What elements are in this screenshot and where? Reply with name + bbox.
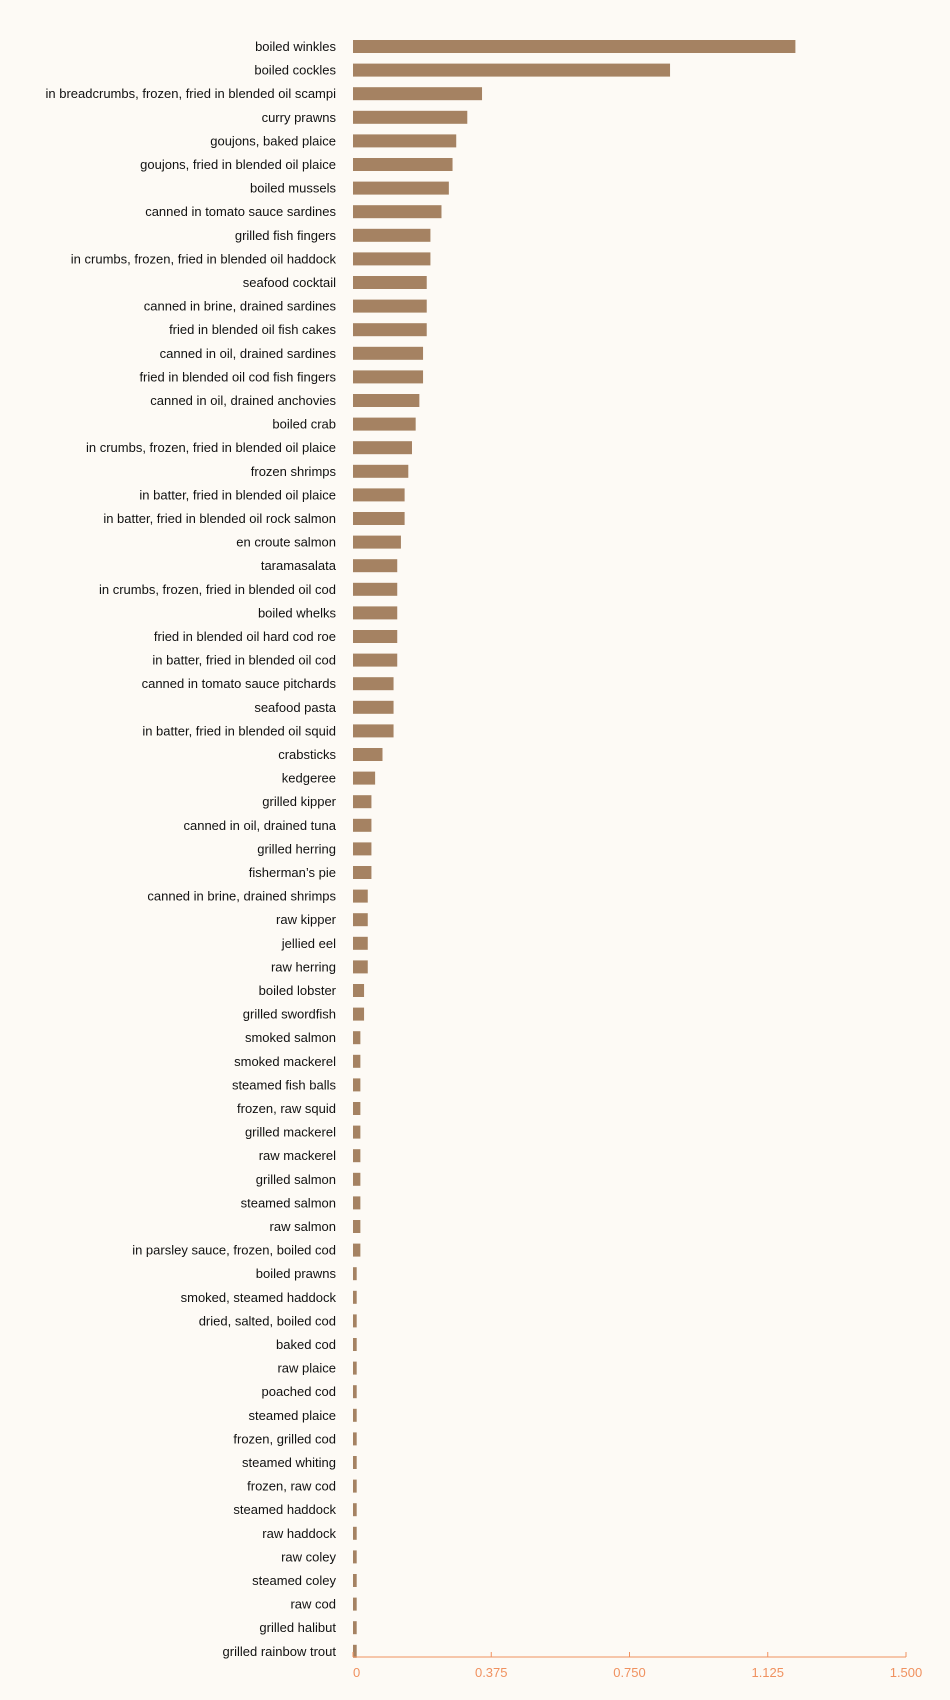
bar-66 xyxy=(353,1598,357,1611)
bar-17 xyxy=(353,441,412,454)
bar-54 xyxy=(353,1314,357,1327)
category-label-8: grilled fish fingers xyxy=(234,227,336,243)
category-label-12: fried in blended oil fish cakes xyxy=(169,322,336,338)
category-label-16: boiled crab xyxy=(272,416,336,432)
category-label-54: dried, salted, boiled cod xyxy=(198,1313,336,1329)
bar-18 xyxy=(353,465,408,478)
bar-14 xyxy=(353,370,423,383)
bar-28 xyxy=(353,701,394,714)
bar-49 xyxy=(353,1196,360,1209)
bar-15 xyxy=(353,394,419,407)
bar-39 xyxy=(353,960,368,973)
bar-57 xyxy=(353,1385,357,1398)
bar-56 xyxy=(353,1362,357,1375)
category-label-65: steamed coley xyxy=(252,1573,336,1588)
category-label-28: seafood pasta xyxy=(254,699,336,715)
bar-10 xyxy=(353,276,427,289)
bar-0 xyxy=(353,40,795,53)
category-label-14: fried in blended oil cod fish fingers xyxy=(139,369,336,385)
category-label-17: in crumbs, frozen, fried in blended oil plaice xyxy=(85,440,336,456)
x-tick-label-4: 1.500 xyxy=(889,1665,923,1680)
category-label-24: boiled whelks xyxy=(257,605,336,621)
category-label-23: in crumbs, frozen, fried in blended oil cod xyxy=(98,581,336,597)
bar-1 xyxy=(353,64,670,77)
bar-68 xyxy=(353,1645,357,1658)
bar-8 xyxy=(353,229,430,242)
category-label-35: fisherman’s pie xyxy=(248,865,336,880)
bar-64 xyxy=(353,1550,357,1563)
category-label-33: canned in oil, drained tuna xyxy=(183,817,336,833)
category-label-59: frozen, grilled cod xyxy=(233,1431,336,1447)
category-label-68: grilled rainbow trout xyxy=(222,1643,336,1659)
bar-52 xyxy=(353,1267,357,1280)
category-label-61: frozen, raw cod xyxy=(247,1478,336,1494)
category-label-49: steamed salmon xyxy=(240,1195,336,1211)
category-label-6: boiled mussels xyxy=(250,180,336,196)
bar-60 xyxy=(353,1456,357,1469)
bar-33 xyxy=(353,819,371,832)
bar-40 xyxy=(353,984,364,997)
bar-5 xyxy=(353,158,453,171)
category-label-0: boiled winkles xyxy=(255,39,336,54)
category-label-44: steamed fish balls xyxy=(231,1077,336,1093)
bar-11 xyxy=(353,300,427,313)
bar-25 xyxy=(353,630,397,643)
category-label-39: raw herring xyxy=(270,959,336,975)
bar-61 xyxy=(353,1480,357,1493)
category-label-63: raw haddock xyxy=(262,1525,336,1541)
x-tick-label-0: 0 xyxy=(353,1665,361,1680)
x-tick-label-1: 0.375 xyxy=(474,1665,508,1680)
category-label-38: jellied eel xyxy=(281,935,336,951)
category-label-37: raw kipper xyxy=(276,912,336,928)
category-label-46: grilled mackerel xyxy=(244,1124,336,1140)
category-label-2: in breadcrumbs, frozen, fried in blended oil scampi xyxy=(45,86,336,102)
bar-16 xyxy=(353,418,416,431)
category-label-45: frozen, raw squid xyxy=(237,1101,336,1116)
category-label-22: taramasalata xyxy=(260,558,336,574)
bar-29 xyxy=(353,724,394,737)
category-label-56: raw plaice xyxy=(277,1360,336,1376)
bar-6 xyxy=(353,182,449,195)
category-label-64: raw coley xyxy=(281,1549,336,1565)
bar-42 xyxy=(353,1031,360,1044)
category-label-40: boiled lobster xyxy=(258,983,336,998)
category-label-30: crabsticks xyxy=(278,747,336,762)
bar-27 xyxy=(353,677,394,690)
category-label-19: in batter, fried in blended oil plaice xyxy=(139,487,336,503)
category-label-29: in batter, fried in blended oil squid xyxy=(142,723,336,739)
category-label-32: grilled kipper xyxy=(262,794,336,810)
bar-58 xyxy=(353,1409,357,1422)
category-label-3: curry prawns xyxy=(261,109,336,125)
bar-12 xyxy=(353,323,427,336)
bar-47 xyxy=(353,1149,360,1162)
bar-22 xyxy=(353,559,397,572)
category-label-48: grilled salmon xyxy=(255,1171,336,1187)
category-label-51: in parsley sauce, frozen, boiled cod xyxy=(132,1242,336,1258)
bars-group xyxy=(353,40,795,1658)
category-label-20: in batter, fried in blended oil rock salmon xyxy=(103,511,336,526)
category-label-25: fried in blended oil hard cod roe xyxy=(153,629,336,644)
category-label-15: canned in oil, drained anchovies xyxy=(150,393,336,408)
x-axis xyxy=(353,1652,922,1680)
bar-53 xyxy=(353,1291,357,1304)
bar-48 xyxy=(353,1173,360,1186)
bar-31 xyxy=(353,772,375,785)
bar-51 xyxy=(353,1244,360,1257)
category-label-9: in crumbs, frozen, fried in blended oil haddock xyxy=(70,251,336,267)
bar-36 xyxy=(353,890,368,903)
category-label-43: smoked mackerel xyxy=(234,1053,336,1069)
category-label-47: raw mackerel xyxy=(258,1148,336,1164)
category-label-10: seafood cocktail xyxy=(242,275,336,290)
category-label-11: canned in brine, drained sardines xyxy=(143,298,336,314)
x-tick-label-3: 1.125 xyxy=(751,1665,785,1680)
category-labels-group xyxy=(46,39,337,1659)
category-label-34: grilled herring xyxy=(257,841,336,857)
bar-50 xyxy=(353,1220,360,1233)
category-label-42: smoked salmon xyxy=(244,1030,336,1046)
x-tick-label-2: 0.750 xyxy=(613,1665,646,1680)
bar-44 xyxy=(353,1078,360,1091)
bar-23 xyxy=(353,583,397,596)
bar-63 xyxy=(353,1527,357,1540)
category-label-60: steamed whiting xyxy=(242,1455,336,1470)
category-label-1: boiled cockles xyxy=(254,62,336,78)
bar-32 xyxy=(353,795,371,808)
category-label-26: in batter, fried in blended oil cod xyxy=(152,652,336,668)
bar-24 xyxy=(353,606,397,619)
category-label-66: raw cod xyxy=(290,1596,336,1612)
bar-35 xyxy=(353,866,371,879)
category-label-7: canned in tomato sauce sardines xyxy=(145,204,336,220)
category-label-21: en croute salmon xyxy=(236,534,336,550)
bar-55 xyxy=(353,1338,357,1351)
category-label-55: baked cod xyxy=(276,1337,336,1352)
category-label-57: poached cod xyxy=(261,1384,336,1400)
bar-21 xyxy=(353,536,401,549)
bar-9 xyxy=(353,252,430,265)
category-label-27: canned in tomato sauce pitchards xyxy=(141,676,336,692)
bar-62 xyxy=(353,1503,357,1516)
category-label-4: goujons, baked plaice xyxy=(210,133,336,149)
bar-37 xyxy=(353,913,368,926)
category-label-67: grilled halibut xyxy=(259,1620,336,1636)
category-label-58: steamed plaice xyxy=(248,1407,336,1423)
bar-59 xyxy=(353,1432,357,1445)
bar-3 xyxy=(353,111,467,124)
bar-43 xyxy=(353,1055,360,1068)
category-label-5: goujons, fried in blended oil plaice xyxy=(140,157,336,172)
bar-38 xyxy=(353,937,368,950)
bar-46 xyxy=(353,1126,360,1139)
bar-2 xyxy=(353,87,482,100)
category-label-41: grilled swordfish xyxy=(242,1006,336,1022)
bar-30 xyxy=(353,748,382,761)
category-label-50: raw salmon xyxy=(269,1219,336,1234)
category-label-62: steamed haddock xyxy=(233,1502,336,1518)
bar-34 xyxy=(353,842,371,855)
category-label-31: kedgeree xyxy=(281,770,336,786)
bar-41 xyxy=(353,1008,364,1021)
bar-19 xyxy=(353,488,405,501)
bar-20 xyxy=(353,512,405,525)
bar-4 xyxy=(353,134,456,147)
bar-7 xyxy=(353,205,441,218)
bar-67 xyxy=(353,1621,357,1634)
category-label-18: frozen shrimps xyxy=(250,463,336,479)
bar-26 xyxy=(353,654,397,667)
bar-13 xyxy=(353,347,423,360)
category-label-13: canned in oil, drained sardines xyxy=(159,345,336,361)
category-label-36: canned in brine, drained shrimps xyxy=(147,888,336,904)
category-label-52: boiled prawns xyxy=(255,1266,336,1282)
category-label-53: smoked, steamed haddock xyxy=(180,1289,336,1305)
bar-45 xyxy=(353,1102,360,1115)
bar-65 xyxy=(353,1574,357,1587)
